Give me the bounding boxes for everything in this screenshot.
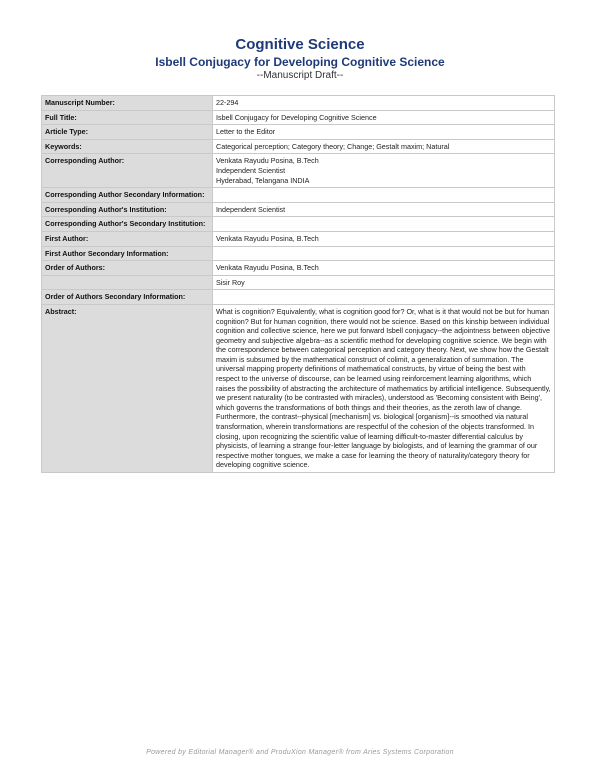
- field-value: [213, 188, 555, 203]
- field-value: Categorical perception; Category theory; Change; Gestalt maxim; Natural: [213, 139, 555, 154]
- abstract-text: What is cognition? Equivalently, what is cognition good for? Or, what is it that would not be but for human cognition? But for human cognition, there would not be science. Based on this kinship between individual cognition and collective science, here we put forward Isbell conjugacy--the adjointness between objective geometry and subjective algebra--as a scientific method for developing cognitive science. We begin with the correspondence between categorical perception and category theory. Next, we show how the Gestalt maxim is subsumed by the mathematical construct of colimit, a generalization of summation. The universal mapping property definitions of mathematical constructs, by virtue of being the best with respect to the universe of discourse, can be learned using reinforcement learning algorithms, which raises the possibility of abstracting the architecture of mathematics by artificial intelligence. Subsequently, we present naturality (to be contrasted with miracles), understood as 'Becoming consistent with Being', which governs the transformations of both things and their theories, as the zeroth law of change. Furthermore, the contrast--physical [mechanism] vs. biological [organism]--is smoothed via natural transformation, wherein transformations are respectful of the cohesion of the objects transformed. In closing, upon recognizing the scientific value of learning difficult-to-master differential calculus by physicists, of learning a strange four-letter language by biologists, and of learning the grammar of our respective mother tongues, we make a case for learning the theory of naturality/category theory for developing cognitive science.: [213, 304, 555, 472]
- field-label: First Author:: [42, 231, 213, 246]
- table-row: [42, 290, 555, 305]
- document-header: [0, 36, 600, 82]
- table-row: [42, 231, 555, 246]
- table-row: [42, 246, 555, 261]
- table-row: [42, 125, 555, 140]
- field-value: [213, 217, 555, 232]
- table-row: [42, 110, 555, 125]
- field-label: Manuscript Number:: [42, 96, 213, 111]
- table-row: [42, 275, 555, 290]
- table-row: [42, 154, 555, 188]
- table-row: [42, 202, 555, 217]
- field-value: Isbell Conjugacy for Developing Cognitive Science: [213, 110, 555, 125]
- field-label: Corresponding Author's Institution:: [42, 202, 213, 217]
- author-location: Hyderabad, Telangana INDIA: [216, 175, 310, 185]
- table-row: [42, 304, 555, 472]
- field-label: Article Type:: [42, 125, 213, 140]
- field-value: [213, 290, 555, 305]
- field-label: First Author Secondary Information:: [42, 246, 213, 261]
- field-value: Letter to the Editor: [213, 125, 555, 140]
- field-label: [42, 275, 213, 290]
- field-value: Independent Scientist: [213, 202, 555, 217]
- field-value: [213, 154, 555, 188]
- table-row: [42, 188, 555, 203]
- footer-credit: Powered by Editorial Manager® and ProduXion Manager® from Aries Systems Corporation: [146, 749, 454, 756]
- field-label: Order of Authors:: [42, 261, 213, 276]
- field-label: Corresponding Author Secondary Information:: [42, 188, 213, 203]
- manuscript-title: Isbell Conjugacy for Developing Cognitive Science: [155, 55, 445, 69]
- field-label: Keywords:: [42, 139, 213, 154]
- field-label: Order of Authors Secondary Information:: [42, 290, 213, 305]
- field-label: Full Title:: [42, 110, 213, 125]
- author-name: Venkata Rayudu Posina, B.Tech: [216, 156, 319, 166]
- field-label: Corresponding Author's Secondary Institution:: [42, 217, 213, 232]
- table-row: [42, 139, 555, 154]
- field-label: Abstract:: [42, 304, 213, 472]
- field-value: 22-294: [213, 96, 555, 111]
- author-affiliation: Independent Scientist: [216, 165, 286, 175]
- table-row: [42, 217, 555, 232]
- table-row: [42, 96, 555, 111]
- field-label: Corresponding Author:: [42, 154, 213, 188]
- field-value: [213, 246, 555, 261]
- manuscript-metadata-table: [41, 95, 555, 473]
- draft-label: --Manuscript Draft--: [256, 70, 344, 81]
- journal-name: Cognitive Science: [235, 36, 365, 53]
- table-row: [42, 261, 555, 276]
- field-value: Sisir Roy: [213, 275, 555, 290]
- field-value: Venkata Rayudu Posina, B.Tech: [213, 231, 555, 246]
- field-value: Venkata Rayudu Posina, B.Tech: [213, 261, 555, 276]
